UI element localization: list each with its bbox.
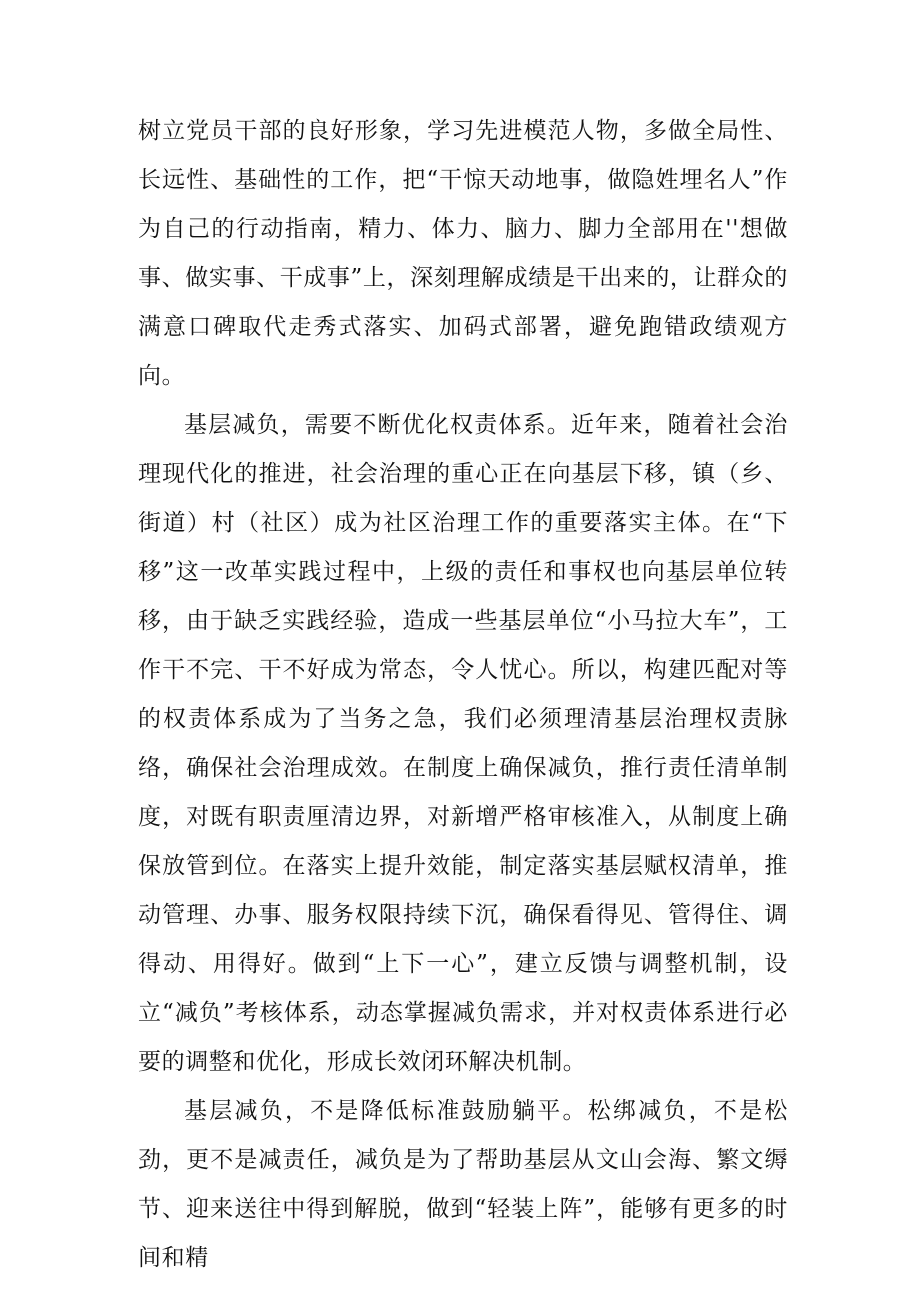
paragraph-1: 树立党员干部的良好形象，学习先进模范人物，多做全局性、长远性、基础性的工作，把“干惊天动地事，做隐姓埋名人”作为自己的行动指南，精力、体力、脑力、脚力全部用在''想做事、做实事、干成事”上，深刻理解成绩是干出来的，让群众的满意口碑取代走秀式落实、加码式部署，避免跑错政绩观方向。 [138,118,788,389]
paragraph-3: 基层减负，不是降低标准鼓励躺平。松绑减负，不是松劲，更不是减责任，减负是为了帮助基层从文山会海、繁文缛节、迎来送往中得到解脱，做到“轻装上阵”，能够有更多的时间和精 [138,1098,788,1271]
document-body [138,107,788,1283]
paragraph-2: 基层减负，需要不断优化权责体系。近年来，随着社会治理现代化的推进，社会治理的重心正在向基层下移，镇（乡、街道）村（社区）成为社区治理工作的重要落实主体。在“下移”这一改革实践过程中，上级的责任和事权也向基层单位转移，由于缺乏实践经验，造成一些基层单位“小马拉大车”，工作干不完、干不好成为常态，令人忧心。所以，构建匹配对等的权责体系成为了当务之急，我们必须理清基层治理权责脉络，确保社会治理成效。在制度上确保减负，推行责任清单制度，对既有职责厘清边界，对新增严格审核准入，从制度上确保放管到位。在落实上提升效能，制定落实基层赋权清单，推动管理、办事、服务权限持续下沉，确保看得见、管得住、调得动、用得好。做到“上下一心”，建立反馈与调整机制，设立“减负”考核体系，动态掌握减负需求，并对权责体系进行必要的调整和优化，形成长效闭环解决机制。 [138,412,788,1075]
